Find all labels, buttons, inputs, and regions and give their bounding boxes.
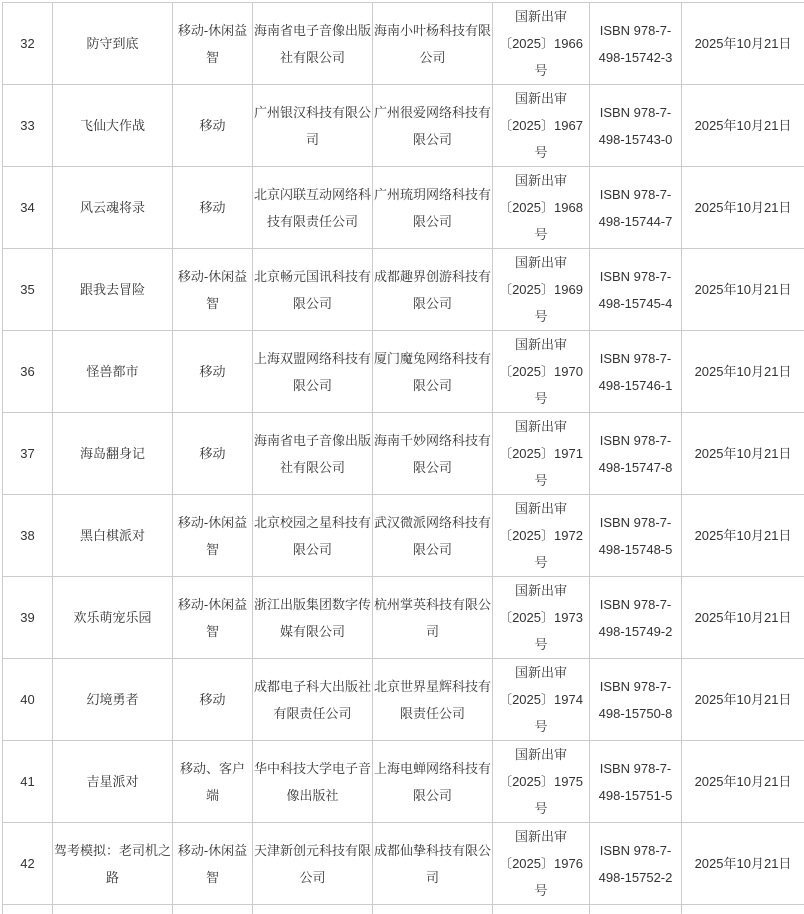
table-row <box>3 577 804 659</box>
cell-index: 32 <box>3 3 53 85</box>
cell-category: 移动 <box>173 167 253 249</box>
cell-index: 36 <box>3 331 53 413</box>
cell-isbn: ISBN 978-7-498-15750-8 <box>590 659 682 741</box>
cell-isbn: ISBN 978-7-498-15744-7 <box>590 167 682 249</box>
cell-approval-number: 国新出审〔2025〕1974号 <box>493 659 590 741</box>
cell-operator: 海南千妙网络科技有限公司 <box>373 413 493 495</box>
cell-operator: 厦门魔兔网络科技有限公司 <box>373 331 493 413</box>
cell-category <box>173 905 253 914</box>
cell-category: 移动、客户端 <box>173 741 253 823</box>
cell-approval-number: 国新出审〔2025〕1967号 <box>493 85 590 167</box>
cell-isbn: ISBN 978-7-498-15748-5 <box>590 495 682 577</box>
cell-index: 33 <box>3 85 53 167</box>
cell-approval-date: 2025年10月21日 <box>682 577 804 659</box>
cell-game-name: 飞仙大作战 <box>53 85 173 167</box>
cell-approval-date: 2025年10月21日 <box>682 3 804 85</box>
cell-isbn: ISBN 978-7-498-15745-4 <box>590 249 682 331</box>
table-row-partial <box>3 905 804 914</box>
cell-operator: 广州很爱网络科技有限公司 <box>373 85 493 167</box>
cell-category: 移动-休闲益智 <box>173 495 253 577</box>
approval-table-body <box>3 3 804 914</box>
cell-publisher: 北京畅元国讯科技有限公司 <box>253 249 373 331</box>
cell-game-name: 怪兽都市 <box>53 331 173 413</box>
cell-game-name <box>53 905 173 914</box>
table-row <box>3 167 804 249</box>
cell-operator: 上海电蝉网络科技有限公司 <box>373 741 493 823</box>
cell-operator: 成都仙挚科技有限公司 <box>373 823 493 905</box>
table-row <box>3 741 804 823</box>
cell-operator: 广州琉玥网络科技有限公司 <box>373 167 493 249</box>
cell-publisher: 海南省电子音像出版社有限公司 <box>253 3 373 85</box>
cell-operator <box>373 905 493 914</box>
cell-category: 移动-休闲益智 <box>173 577 253 659</box>
table-row <box>3 823 804 905</box>
cell-category: 移动-休闲益智 <box>173 823 253 905</box>
cell-operator: 北京世界星辉科技有限责任公司 <box>373 659 493 741</box>
cell-approval-number: 国新出审〔2025〕1975号 <box>493 741 590 823</box>
cell-isbn: ISBN 978-7-498-15749-2 <box>590 577 682 659</box>
cell-operator: 海南小叶杨科技有限公司 <box>373 3 493 85</box>
cell-approval-date: 2025年10月21日 <box>682 823 804 905</box>
cell-approval-date: 2025年10月21日 <box>682 413 804 495</box>
cell-game-name: 风云魂将录 <box>53 167 173 249</box>
cell-approval-number: 国新出审〔2025〕1976号 <box>493 823 590 905</box>
table-row <box>3 249 804 331</box>
cell-index: 38 <box>3 495 53 577</box>
cell-game-name: 驾考模拟：老司机之路 <box>53 823 173 905</box>
table-row <box>3 495 804 577</box>
cell-index: 39 <box>3 577 53 659</box>
cell-publisher: 成都电子科大出版社有限责任公司 <box>253 659 373 741</box>
cell-publisher: 华中科技大学电子音像出版社 <box>253 741 373 823</box>
table-row <box>3 85 804 167</box>
cell-approval-number: 国新出审〔2025〕1970号 <box>493 331 590 413</box>
cell-approval-date: 2025年10月21日 <box>682 331 804 413</box>
cell-game-name: 欢乐萌宠乐园 <box>53 577 173 659</box>
cell-isbn: ISBN 978-7-498-15751-5 <box>590 741 682 823</box>
cell-index: 37 <box>3 413 53 495</box>
cell-category: 移动-休闲益智 <box>173 249 253 331</box>
cell-category: 移动 <box>173 85 253 167</box>
cell-category: 移动 <box>173 331 253 413</box>
table-row <box>3 413 804 495</box>
cell-approval-date <box>682 905 804 914</box>
cell-approval-date: 2025年10月21日 <box>682 249 804 331</box>
cell-index: 34 <box>3 167 53 249</box>
cell-category: 移动 <box>173 659 253 741</box>
cell-publisher: 海南省电子音像出版社有限公司 <box>253 413 373 495</box>
cell-game-name: 海岛翻身记 <box>53 413 173 495</box>
cell-game-name: 跟我去冒险 <box>53 249 173 331</box>
cell-publisher: 北京闪联互动网络科技有限责任公司 <box>253 167 373 249</box>
cell-operator: 武汉微派网络科技有限公司 <box>373 495 493 577</box>
cell-publisher: 北京校园之星科技有限公司 <box>253 495 373 577</box>
cell-game-name: 幻境勇者 <box>53 659 173 741</box>
cell-isbn: ISBN 978-7-498-15742-3 <box>590 3 682 85</box>
table-row <box>3 3 804 85</box>
cell-approval-date: 2025年10月21日 <box>682 167 804 249</box>
cell-index: 41 <box>3 741 53 823</box>
cell-approval-number: 国新出审〔2025〕1968号 <box>493 167 590 249</box>
cell-isbn: ISBN 978-7-498-15747-8 <box>590 413 682 495</box>
cell-approval-number: 国新出审〔2025〕1973号 <box>493 577 590 659</box>
cell-operator: 杭州掌英科技有限公司 <box>373 577 493 659</box>
cell-approval-number: 国新出审〔2025〕1971号 <box>493 413 590 495</box>
cell-category: 移动 <box>173 413 253 495</box>
cell-game-name: 黑白棋派对 <box>53 495 173 577</box>
cell-approval-date: 2025年10月21日 <box>682 85 804 167</box>
cell-approval-number <box>493 905 590 914</box>
cell-index: 42 <box>3 823 53 905</box>
cell-isbn: ISBN 978-7-498-15752-2 <box>590 823 682 905</box>
cell-index <box>3 905 53 914</box>
cell-approval-date: 2025年10月21日 <box>682 659 804 741</box>
cell-approval-date: 2025年10月21日 <box>682 741 804 823</box>
cell-publisher: 广州银汉科技有限公司 <box>253 85 373 167</box>
cell-approval-number: 国新出审〔2025〕1966号 <box>493 3 590 85</box>
table-row <box>3 331 804 413</box>
cell-approval-date: 2025年10月21日 <box>682 495 804 577</box>
cell-operator: 成都趣界创游科技有限公司 <box>373 249 493 331</box>
table-row <box>3 659 804 741</box>
cell-approval-number: 国新出审〔2025〕1969号 <box>493 249 590 331</box>
cell-isbn: ISBN 978-7-498-15746-1 <box>590 331 682 413</box>
cell-publisher: 上海双盟网络科技有限公司 <box>253 331 373 413</box>
cell-index: 35 <box>3 249 53 331</box>
cell-isbn <box>590 905 682 914</box>
cell-index: 40 <box>3 659 53 741</box>
cell-game-name: 防守到底 <box>53 3 173 85</box>
cell-game-name: 吉星派对 <box>53 741 173 823</box>
cell-isbn: ISBN 978-7-498-15743-0 <box>590 85 682 167</box>
cell-category: 移动-休闲益智 <box>173 3 253 85</box>
cell-publisher: 天津新创元科技有限公司 <box>253 823 373 905</box>
cell-publisher <box>253 905 373 914</box>
cell-publisher: 浙江出版集团数字传媒有限公司 <box>253 577 373 659</box>
game-approval-table <box>2 2 804 914</box>
cell-approval-number: 国新出审〔2025〕1972号 <box>493 495 590 577</box>
